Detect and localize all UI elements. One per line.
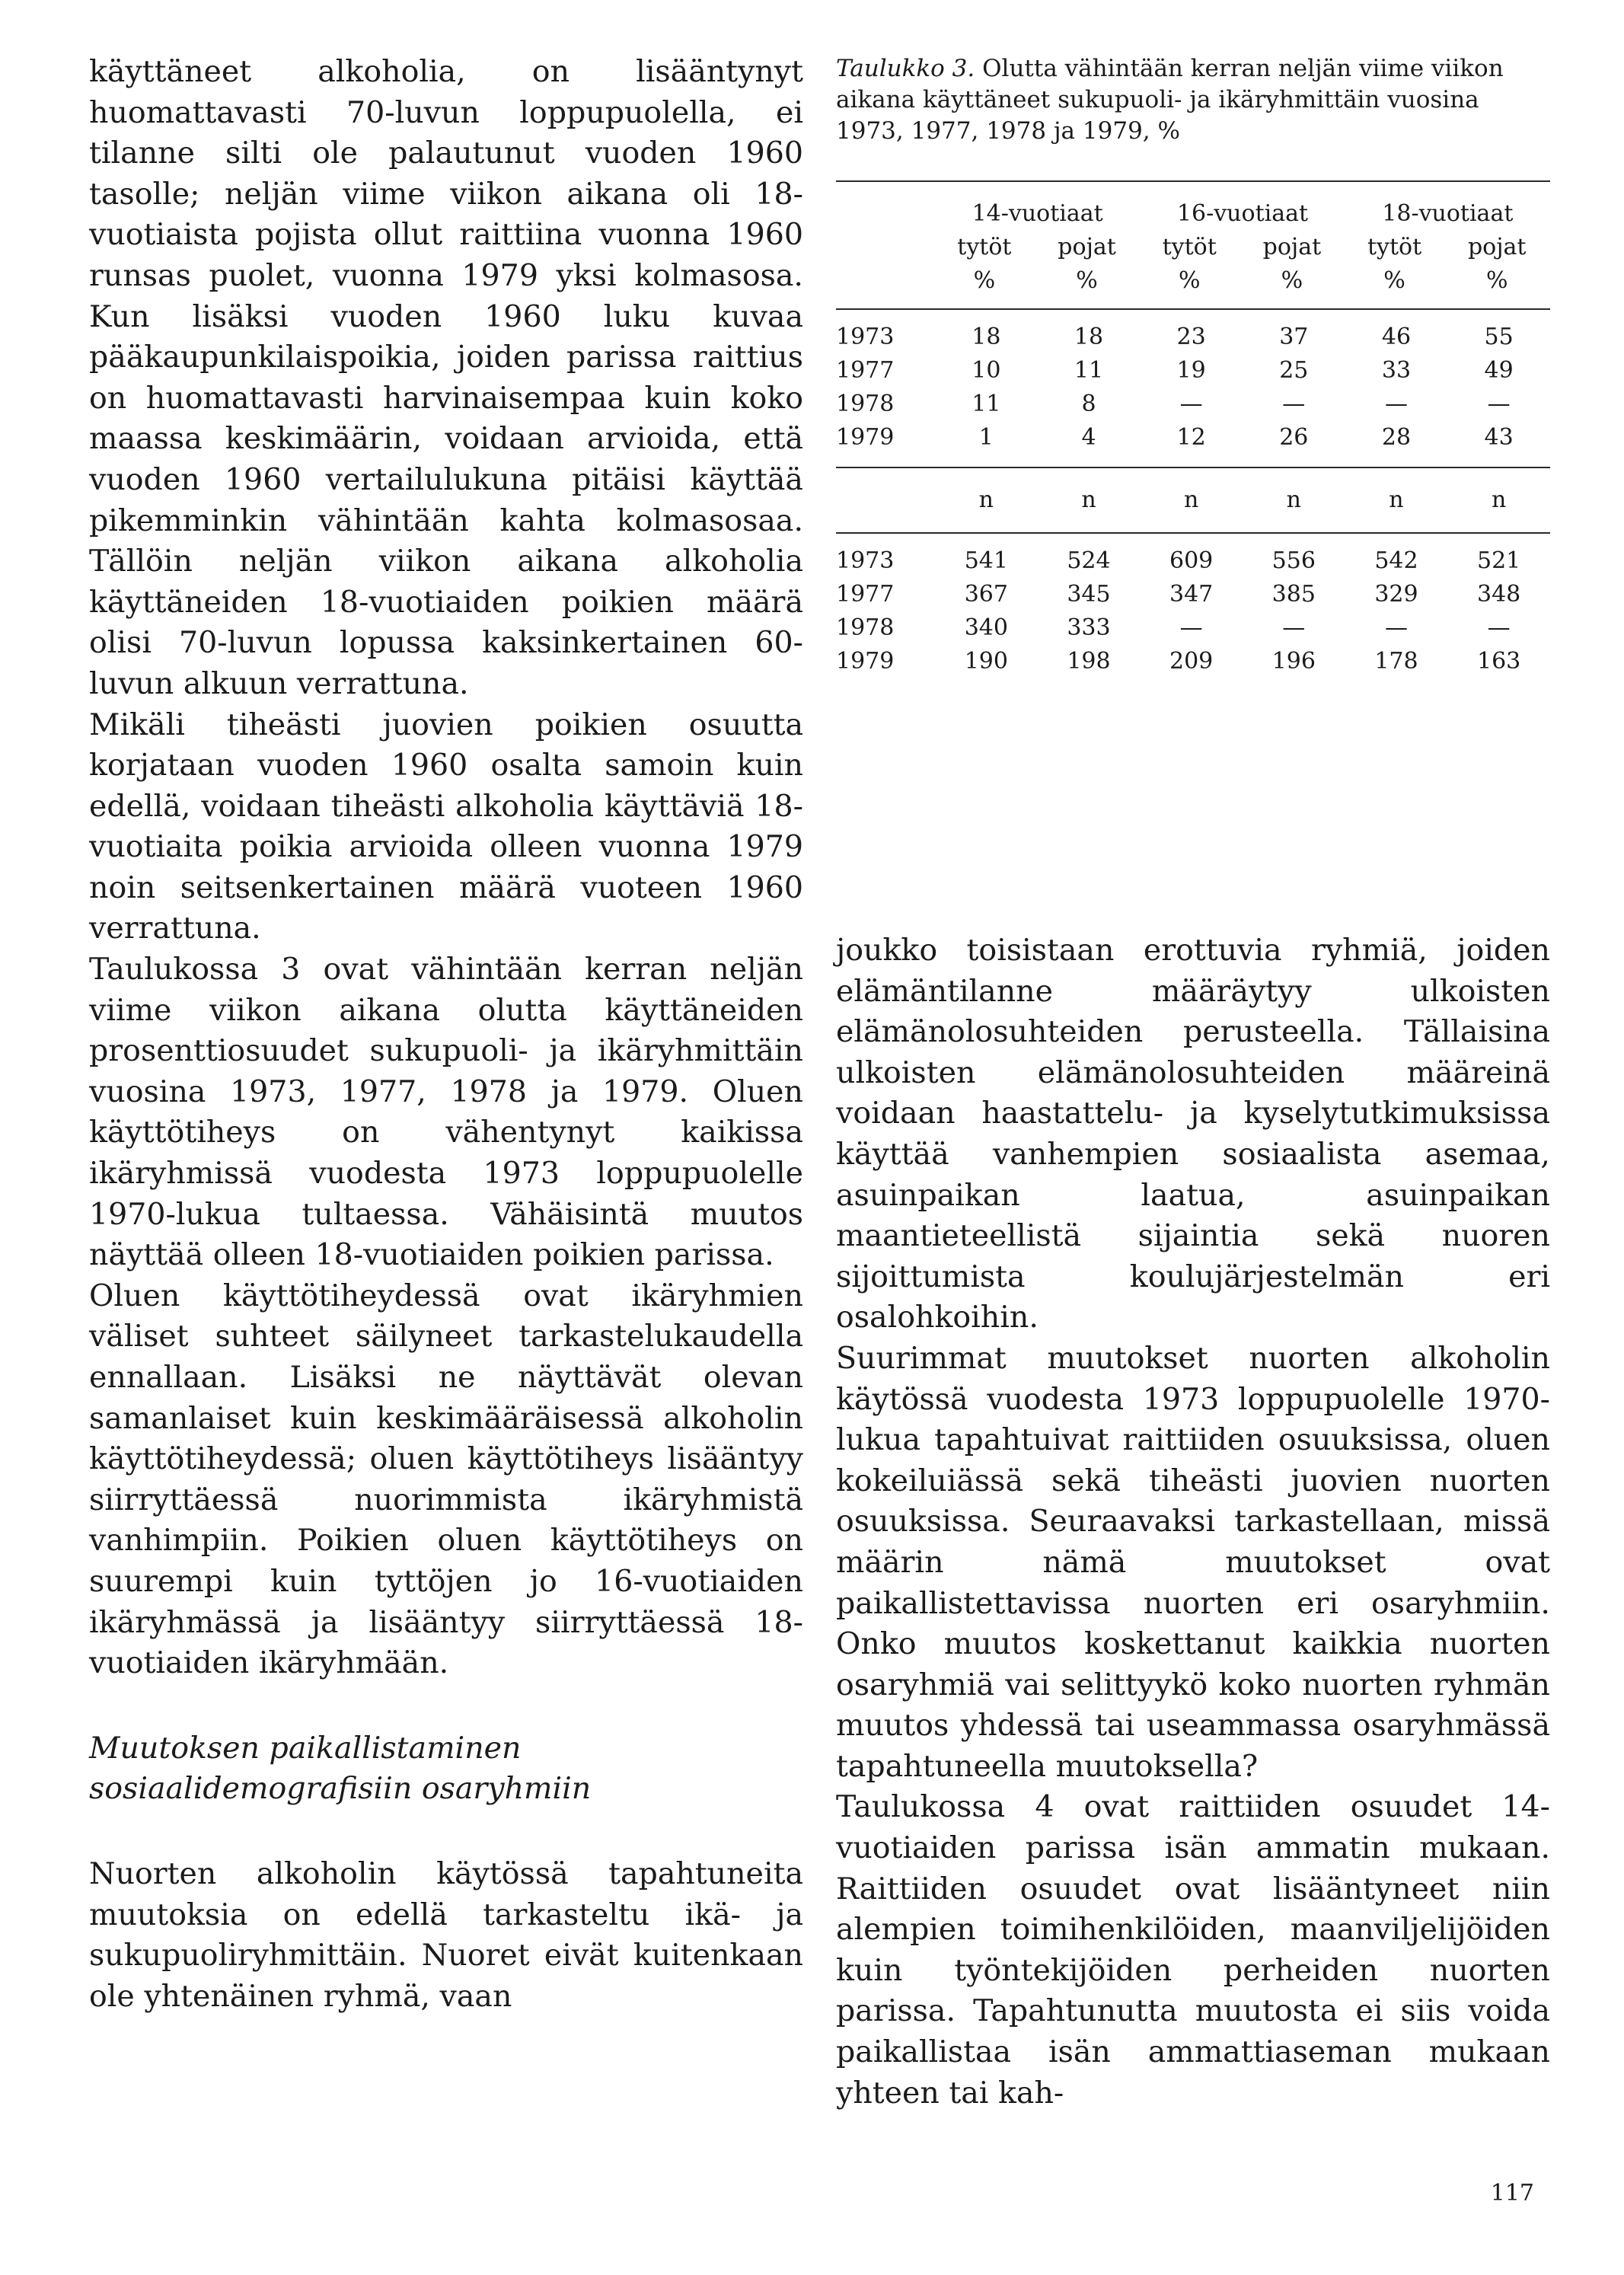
table-cell: 367 — [964, 581, 1008, 608]
table-header — [836, 197, 1550, 298]
table-cell: 609 — [1169, 547, 1214, 574]
table-cell: 340 — [964, 614, 1008, 641]
table-cell: 10 — [972, 357, 1001, 384]
unit-label: n — [1491, 487, 1507, 513]
right-text-column — [836, 930, 1550, 2114]
table-cell: 33 — [1381, 357, 1412, 384]
unit-label: % — [1076, 267, 1098, 294]
table-rule — [836, 467, 1550, 468]
table-cell: 18 — [972, 324, 1001, 350]
table-cell: 49 — [1484, 357, 1514, 384]
table-cell: 196 — [1271, 648, 1316, 675]
table-cell: 556 — [1271, 547, 1316, 574]
table-cell: 1 — [978, 424, 994, 451]
sex-header: tytöt — [957, 234, 1012, 260]
unit-label: % — [973, 267, 996, 294]
paragraph: Taulukossa 4 ovat raittiiden osuudet 14-vuotiaiden parissa isän ammatin mukaan. Raittiiden osuudet ovat lisääntyneet niin alempien toimihenkilöiden, maanviljelijöiden kuin työntekijöiden perheiden nuorten parissa. Tapahtunutta muutosta ei siis voida paikallistaa isän ammattiaseman mukaan yhteen tai kah- — [836, 1789, 1550, 2111]
table-cell: 11 — [1074, 357, 1104, 384]
table-row — [836, 354, 1550, 388]
unit-label: n — [1286, 487, 1301, 513]
table-cell: 178 — [1374, 648, 1418, 675]
year-cell: 1973 — [836, 324, 895, 350]
unit-label: % — [1178, 267, 1201, 294]
table-caption-label: Taulukko 3. — [836, 55, 975, 82]
section-heading — [89, 1728, 803, 1810]
paragraph: Suurimmat muutokset nuorten alkoholin käytössä vuodesta 1973 loppupuolelle 1970-lukua tapahtuivat raittiiden osuuksissa, oluen kokeiluiässä sekä tiheästi juovien nuorten osuuksissa. Seuraavaksi tarkastellaan, missä määrin nämä muutokset ovat paikallistettavissa nuorten eri osaryhmiin. Onko muutos koskettanut kaikkia nuorten osaryhmiä vai selittyykö koko nuorten ryhmän muutos yhdessä tai useammassa osaryhmässä tapahtuneella muutoksella? — [836, 1340, 1550, 1784]
left-text-column — [89, 52, 803, 2017]
unit-label: n — [1389, 487, 1404, 513]
paragraph: joukko toisistaan erottuvia ryhmiä, joiden elämäntilanne määräytyy ulkoisten elämänolosuhteiden perusteella. Tällaisina ulkoisten elämänolosuhteiden määreinä voidaan haastattelu- ja kyselytutkimuksissa käyttää vanhempien sosiaalista asemaa, asuinpaikan laatua, asuinpaikan maantieteellistä sijaintia sekä nuoren sijoittumista koulujärjestelmän eri osalohkoihin. — [836, 933, 1550, 1335]
table-cell: — — [1282, 614, 1306, 641]
table-cell: 37 — [1279, 324, 1309, 350]
sex-header: pojat — [1262, 234, 1322, 260]
table-cell: — — [1179, 614, 1203, 641]
sex-header: pojat — [1467, 234, 1527, 260]
page-number: 117 — [1490, 2180, 1534, 2206]
table-row — [836, 321, 1550, 354]
paragraph: käyttäneet alkoholia, on lisääntynyt huomattavasti 70-luvun loppupuolella, ei tilanne silti ole palautunut vuoden 1960 tasolle; neljän viime viikon aikana oli 18-vuotiaista pojista ollut raittiina vuonna 1960 runsas puolet, vuonna 1979 yksi kolmasosa. Kun lisäksi vuoden 1960 luku kuvaa pääkaupunkilaispoikia, joiden parissa raittius on huomattavasti harvinaisempaa kuin koko maassa keskimäärin, voidaan arvioida, että vuoden 1960 vertailulukuna pitäisi käyttää pikemminkin vähintään kahta kolmasosaa. Tällöin neljän viikon aikana alkoholia käyttäneiden 18-vuotiaiden poikien määrä olisi 70-luvun lopussa kaksinkertainen 60-luvun alkuun verrattuna. — [89, 54, 803, 701]
age-group-header: 14-vuotiaat — [972, 200, 1103, 227]
table-row — [836, 611, 1550, 645]
table-cell: 521 — [1477, 547, 1521, 574]
table-cell: — — [1179, 391, 1203, 417]
table-cell: 348 — [1477, 581, 1521, 608]
table-cell: 23 — [1176, 324, 1206, 350]
table-cell: 542 — [1374, 547, 1418, 574]
year-cell: 1977 — [836, 357, 895, 384]
table-row — [836, 388, 1550, 421]
table-cell: 12 — [1176, 424, 1206, 451]
table-cell: 19 — [1176, 357, 1206, 384]
unit-label: n — [1183, 487, 1199, 513]
sex-header: pojat — [1058, 234, 1116, 260]
section-heading-line: Muutoksen paikallistaminen — [89, 1730, 522, 1766]
table-cell: 28 — [1381, 424, 1412, 451]
table-cell: 25 — [1279, 357, 1309, 384]
year-cell: 1978 — [836, 391, 895, 417]
year-cell: 1979 — [836, 424, 895, 451]
table-cell: 524 — [1067, 547, 1111, 574]
table-cell: 329 — [1374, 581, 1418, 608]
paragraph: Nuorten alkoholin käytössä tapahtuneita muutoksia on edellä tarkasteltu ikä- ja sukupuoliryhmittäin. Nuoret eivät kuitenkaan ole yhtenäinen ryhmä, vaan — [89, 1855, 803, 2014]
table-rule — [836, 532, 1550, 534]
table-cell: 198 — [1067, 648, 1111, 675]
unit-label: % — [1281, 267, 1303, 294]
percent-table-body — [836, 321, 1550, 455]
paragraph: Mikäli tiheästi juovien poikien osuutta korjataan vuoden 1960 osalta samoin kuin edellä, voidaan tiheästi alkoholia käyttäviä 18-vuotiaita poikia arvioida olleen vuonna 1979 noin seitsenkertainen määrä vuoteen 1960 verrattuna. — [89, 707, 803, 946]
table-row — [836, 578, 1550, 611]
year-cell: 1979 — [836, 648, 895, 675]
table-caption-text: Olutta vähintään kerran neljän viime viikon aikana käyttäneet sukupuoli- ja ikäryhmittäin vuosina 1973, 1977, 1978 ja 1979, % — [836, 55, 1504, 145]
table-cell: — — [1487, 614, 1511, 641]
table-cell: 43 — [1484, 424, 1514, 451]
table-cell: — — [1384, 614, 1408, 641]
table-cell: 190 — [964, 648, 1008, 675]
table-rule — [836, 180, 1550, 182]
table-cell: 333 — [1067, 614, 1111, 641]
sex-header: tytöt — [1162, 234, 1217, 260]
year-cell: 1978 — [836, 614, 895, 641]
table-cell: 18 — [1074, 324, 1104, 350]
table-cell: 4 — [1081, 424, 1096, 451]
sex-header: tytöt — [1367, 234, 1422, 260]
unit-label: % — [1383, 267, 1405, 294]
table-row — [836, 421, 1550, 455]
table-row — [836, 544, 1550, 578]
year-cell: 1973 — [836, 547, 895, 574]
unit-label: n — [978, 487, 994, 513]
table-cell: 385 — [1271, 581, 1316, 608]
table-cell: 163 — [1477, 648, 1521, 675]
unit-label: % — [1485, 267, 1508, 294]
table-caption — [836, 53, 1550, 147]
table-cell: — — [1487, 391, 1511, 417]
table-row — [836, 645, 1550, 678]
table-cell: 209 — [1169, 648, 1214, 675]
year-cell: 1977 — [836, 581, 895, 608]
table-rule — [836, 308, 1550, 310]
age-group-header: 16-vuotiaat — [1176, 200, 1309, 227]
table-cell: 55 — [1484, 324, 1514, 350]
table-cell: 541 — [964, 547, 1008, 574]
table-3 — [836, 53, 1550, 678]
table-cell: 46 — [1381, 324, 1412, 350]
table-cell: 347 — [1169, 581, 1214, 608]
table-cell: 8 — [1081, 391, 1096, 417]
table-cell: — — [1282, 391, 1306, 417]
n-header — [836, 483, 1550, 517]
table-cell: — — [1384, 391, 1408, 417]
table-cell: 26 — [1279, 424, 1309, 451]
paragraph: Taulukossa 3 ovat vähintään kerran neljän viime viikon aikana olutta käyttäneiden prosenttiosuudet sukupuoli- ja ikäryhmittäin vuosina 1973, 1977, 1978 ja 1979. Oluen käyttötiheys on vähentynyt kaikissa ikäryhmissä vuodesta 1973 loppupuolelle 1970-lukua tultaessa. Vähäisintä muutos näyttää olleen 18-vuotiaiden poikien parissa. — [89, 952, 803, 1273]
unit-label: n — [1081, 487, 1096, 513]
table-cell: 11 — [972, 391, 1001, 417]
n-table-body — [836, 544, 1550, 678]
table-cell: 345 — [1067, 581, 1111, 608]
age-group-header: 18-vuotiaat — [1382, 200, 1514, 227]
paragraph: Oluen käyttötiheydessä ovat ikäryhmien väliset suhteet säilyneet tarkastelukaudella ennallaan. Lisäksi ne näyttävät olevan samanlaiset kuin keskimääräisessä alkoholin käyttötiheydessä; oluen käyttötiheys lisääntyy siirryttäessä nuorimmista ikäryhmistä vanhimpiin. Poikien oluen käyttötiheys on suurempi kuin tyttöjen jo 16-vuotiaiden ikäryhmässä ja lisääntyy siirryttäessä 18-vuotiaiden ikäryhmään. — [89, 1278, 803, 1681]
section-heading-line: sosiaalidemografisiin osaryhmiin — [89, 1771, 592, 1807]
